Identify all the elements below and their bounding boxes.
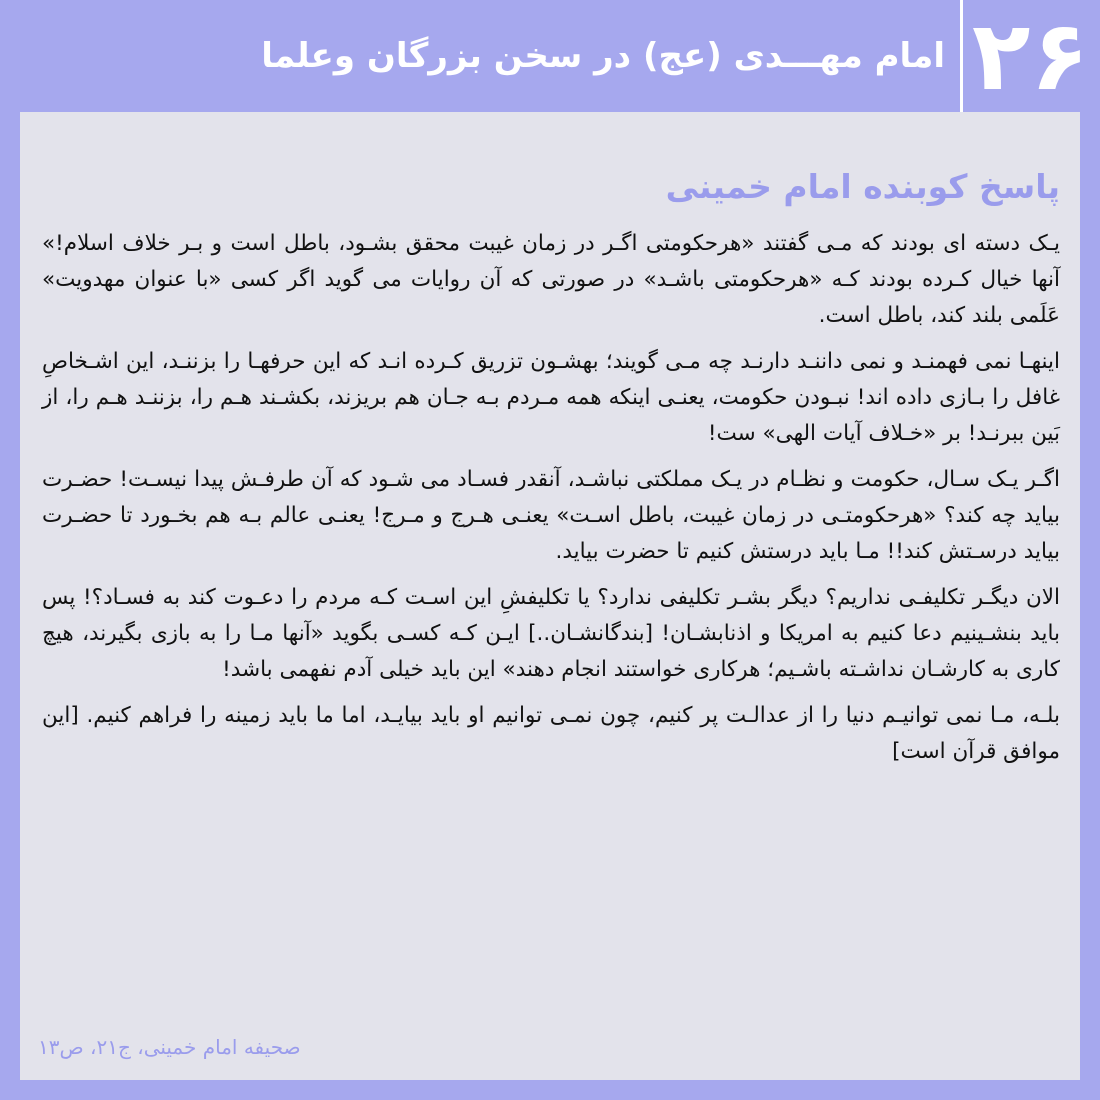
paragraph-2: اینهـا نمی فهمنـد و نمی داننـد دارنـد چه مـی گویند؛ بهشـون تزریق کـرده انـد که این حرفهـا را بزننـد، این اشـخاصِ غافل را بـازی داده اند! نبـودن حکومت، یعنـی اینکه همه مـردم بـه جـان هم بریزند، بکشـند هـم را، بزننـد هـم را، از بَین ببرنـد! بر «خـلاف آیات الهی» ست!: [42, 349, 1060, 446]
article-body: [42, 162, 1060, 780]
article-title: پاسخ کوبنده امام خمینی: [665, 167, 1060, 206]
header-title: امام مهـــدی (عج) در سخن بزرگان وعلما: [261, 36, 945, 76]
header-divider: [960, 0, 963, 112]
header-bar: [0, 0, 1100, 112]
paragraph-4: الان دیگـر تکلیفـی نداریم؟ دیگر بشـر تکلیفی ندارد؟ یا تکلیفشِ این اسـت کـه مردم را دعـوت کند به فسـاد؟! پس باید بنشـینیم دعا کنیم به امریکا و اذنابشـان! [بندگانشـان..] ایـن کـه کسـی بگوید «آنها مـا را به بازی بگیرند، هیچ کاری به کارشـان نداشـته باشـیم؛ هرکاری خواستند انجام دهند» این باید خیلی آدم نفهمی باشد!: [42, 585, 1060, 682]
paragraph-5: بلـه، مـا نمی توانیـم دنیا را از عدالـت پر کنیم، چون نمـی توانیم او باید بیایـد، اما ما باید زمینه را فراهم کنیم. [این موافق قرآن است]: [42, 703, 1060, 764]
source-citation: صحیفه امام خمینی، ج۲۱، ص۱۳: [38, 1035, 301, 1059]
content-panel: [20, 112, 1080, 1080]
page-number: ۲۶: [971, 0, 1090, 112]
paragraph-1: یـک دسته ای بودند که مـی گفتند «هرحکومتی اگـر در زمان غیبت محقق بشـود، باطل است و بـر خلاف اسلام!» آنها خیال کـرده بودند کـه «هرحکومتی باشـد» در صورتی که آن روایات می گوید اگر کسی «با عنوان مهدویت» عَلَمی بلند کند، باطل است.: [42, 231, 1060, 328]
paragraph-3: اگـر یـک سـال، حکومت و نظـام در یـک مملکتی نباشـد، آنقدر فسـاد می شـود که آن طرفـش پیدا نیسـت! حضـرت بیاید چه کند؟ «هرحکومتـی در زمان غیبت، باطل اسـت» یعنـی هـرج و مـرج! یعنـی عالم بـه هم بخـورد تا حضـرت بیاید درسـتش کند!! مـا باید درستش کنیم تا حضرت بیاید.: [42, 467, 1060, 564]
